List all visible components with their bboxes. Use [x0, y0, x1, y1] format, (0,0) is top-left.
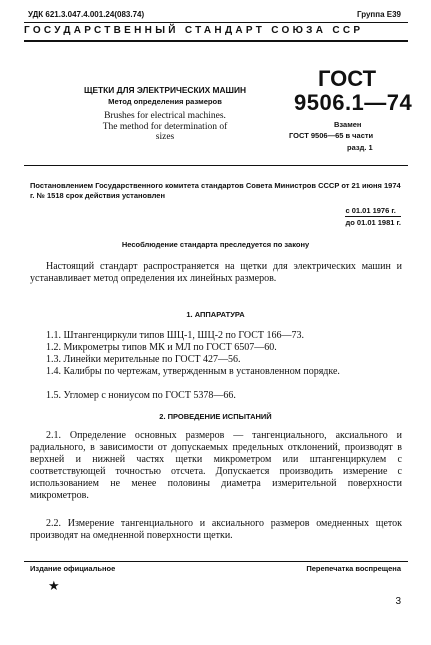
subtitle-ru: Метод определения размеров	[108, 97, 222, 106]
section-1-item: 1.2. Микрометры типов МК и МЛ по ГОСТ 6507—60.	[46, 342, 277, 353]
intro-paragraph: Настоящий стандарт распространяется на щетки для электрических машин и устанавливает метод определения их линейных размеров.	[30, 261, 402, 284]
section-1-heading: 1. АППАРАТУРА	[186, 310, 245, 319]
valid-from: с 01.01 1976 г.	[345, 205, 401, 217]
udk-code: УДК 621.3.047.4.001.24(083.74)	[28, 10, 145, 19]
section-1-item: 1.5. Угломер с нониусом по ГОСТ 5378—66.	[46, 390, 236, 401]
valid-to: до 01.01 1981 г.	[345, 218, 401, 227]
gost-number: 9506.1—74	[294, 90, 413, 115]
footer-rule	[24, 561, 408, 562]
title-en-line-3: sizes	[155, 132, 175, 142]
title-divider	[24, 165, 408, 166]
gost-label: ГОСТ	[318, 66, 377, 91]
star-icon: ★	[48, 578, 60, 593]
title-block	[60, 84, 270, 143]
section-1-item: 1.1. Штангенциркули типов ШЦ-1, ШЦ-2 по ГОСТ 166—73.	[46, 330, 305, 341]
title-en-line-1: Brushes for electrical machines.	[104, 111, 226, 121]
section-2-heading: 2. ПРОВЕДЕНИЕ ИСПЫТАНИЙ	[159, 412, 272, 421]
header-bottom-rule	[24, 40, 408, 42]
replaces-part: разд. 1	[347, 143, 373, 152]
title-ru: ЩЕТКИ ДЛЯ ЭЛЕКТРИЧЕСКИХ МАШИН	[83, 85, 247, 95]
violation-notice: Несоблюдение стандарта преследуется по закону	[121, 240, 310, 249]
validity-dates	[345, 205, 401, 228]
section-1-item: 1.3. Линейки мерительные по ГОСТ 427—56.	[46, 354, 241, 365]
title-en-line-2: The method for determination of	[102, 121, 228, 132]
section-2-item: 2.1. Определение основных размеров — тангенциального, аксиального и радиального, в зависимости от допускаемых предельных отклонений, производят в верхней и нижней частях щетки микрометром или штангенциркулем с соответствующей точностью отсчета. Допускается производить измерение с использованием не менее половины диаметра измерительной поверхности микрометров.	[30, 430, 402, 501]
page-number: 3	[395, 596, 401, 607]
section-2-item: 2.2. Измерение тангенциального и аксиального размеров омедненных щеток производят на омедненной поверхности щетки.	[30, 518, 402, 541]
decree-text: Постановлением Государственного комитета стандартов Совета Министров СССР от 21 июня 1974 г. № 1518 срок действия установлен	[30, 181, 401, 200]
official-edition: Издание официальное	[30, 564, 116, 573]
reprint-prohibited: Перепечатка воспрещена	[306, 564, 401, 573]
standard-title: ГОСУДАРСТВЕННЫЙ СТАНДАРТ СОЮЗА ССР	[24, 25, 364, 36]
replaces-gost: ГОСТ 9506—65 в части	[289, 131, 374, 140]
header-top-rule	[24, 22, 408, 23]
replaces-label: Взамен	[334, 120, 362, 129]
group-code: Группа Е39	[356, 10, 401, 19]
section-1-item: 1.4. Калибры по чертежам, утвержденным в установленном порядке.	[46, 366, 340, 377]
